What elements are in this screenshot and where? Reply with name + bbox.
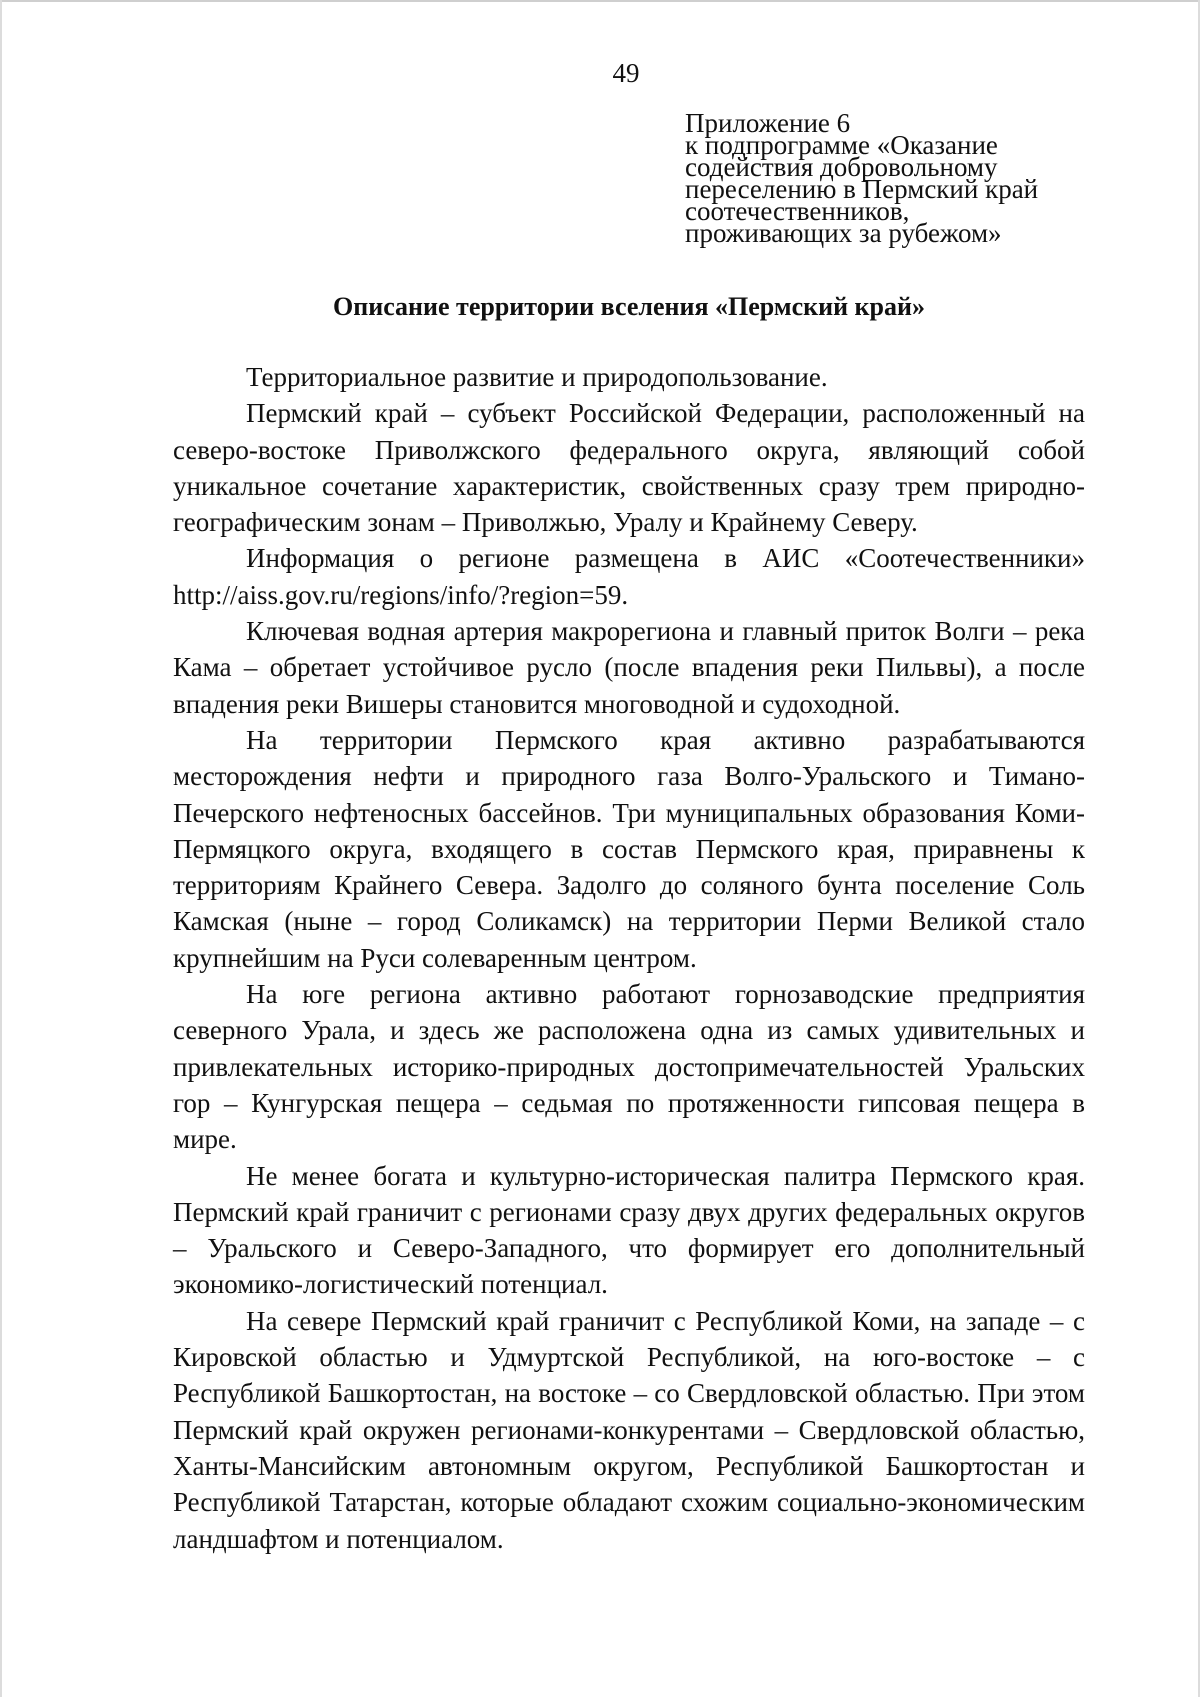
scan-edge-top xyxy=(0,0,1200,2)
appendix-note xyxy=(685,108,1125,248)
paragraph: Территориальное развитие и природопользование. xyxy=(246,362,828,392)
paragraph: Ключевая водная артерия макрорегиона и главный приток Волги – река Кама – обретает устойчивое русло (после впадения реки Пильвы), а после впадения реки Вишеры становится многоводной и судоходной. xyxy=(173,616,1085,719)
document-title: Описание территории вселения «Пермский край» xyxy=(333,292,925,321)
paragraph: На юге региона активно работают горнозаводские предприятия северного Урала, и здесь же расположена одна из самых удивительных и привлекательных историко-природных достопримечательностей Уральских гор – Кунгурская пещера – седьмая по протяженности гипсовая пещера в мире. xyxy=(173,979,1085,1155)
paragraph: Не менее богата и культурно-историческая палитра Пермского края. Пермский край граничит с регионами сразу двух других федеральных округов – Уральского и Северо-Западного, что формирует его дополнительный экономико-логистический потенциал. xyxy=(173,1160,1085,1300)
appendix-line: содействия добровольному xyxy=(685,152,998,182)
page-number: 49 xyxy=(612,58,640,88)
appendix-line: к подпрограмме «Оказание xyxy=(685,130,998,160)
appendix-line: проживающих за рубежом» xyxy=(685,218,1002,248)
appendix-line: Приложение 6 xyxy=(685,108,851,138)
appendix-line: соотечественников, xyxy=(685,196,910,226)
paragraph: На севере Пермский край граничит с Республикой Коми, на западе – с Кировской областью и Удмуртской Республикой, на юго-востоке – с Республикой Башкортостан, на востоке – со Свердловской областью. При этом Пермский край окружен регионами-конкурентами – Свердловской областью, Ханты-Мансийским автономным округом, Республикой Башкортостан и Республикой Татарстан, которые обладают схожим социально-экономическим ландшафтом и потенциалом. xyxy=(173,1305,1085,1554)
paragraph: Пермский край – субъект Российской Федерации, расположенный на северо-востоке Приволжского федерального округа, являющий собой уникальное сочетание характеристик, свойственных сразу трем природно-географическим зонам – Приволжью, Уралу и Крайнему Северу. xyxy=(173,398,1085,538)
paragraph: Информация о регионе размещена в АИС «Соотечественники» http://aiss.gov.ru/regions/info/?region=59. xyxy=(173,543,1085,610)
scan-edge-left xyxy=(0,0,2,1697)
appendix-line: переселению в Пермский край xyxy=(685,174,1039,204)
document-body xyxy=(173,359,1085,1557)
paragraph: На территории Пермского края активно разрабатываются месторождения нефти и природного газа Волго-Уральского и Тимано-Печерского нефтеносных бассейнов. Три муниципальных образования Коми-Пермяцкого округа, входящего в состав Пермского края, приравнены к территориям Крайнего Севера. Задолго до соляного бунта поселение Соль Камская (ныне – город Соликамск) на территории Перми Великой стало крупнейшим на Руси солеваренным центром. xyxy=(173,724,1085,973)
